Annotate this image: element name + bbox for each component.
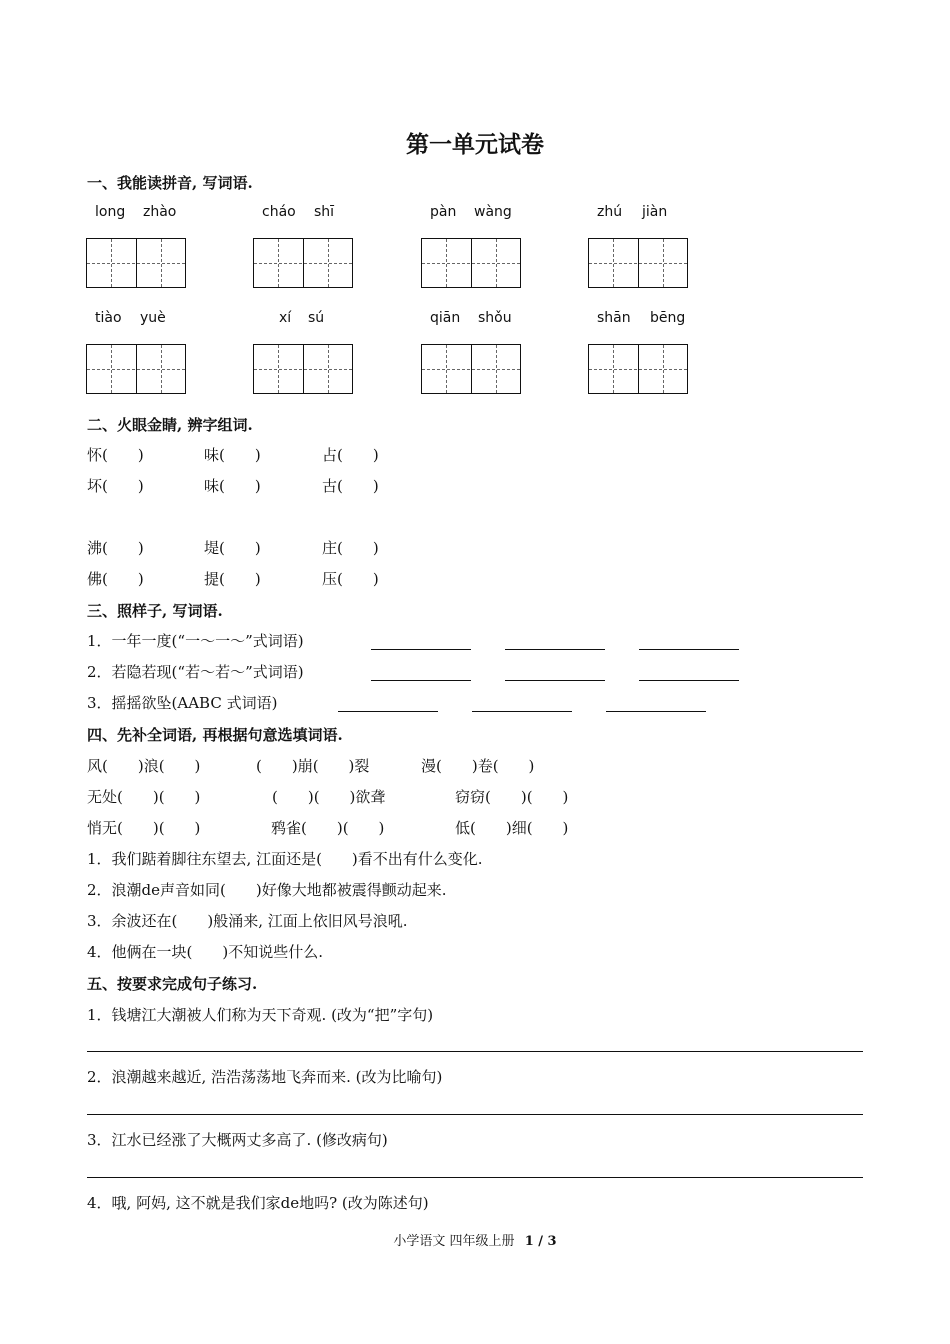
answer-blank[interactable] xyxy=(639,649,739,650)
page-number: 1 / 3 xyxy=(524,1234,557,1249)
fill-sentence: 1．我们踮着脚往东望去, 江面还是( )看不出有什么变化. xyxy=(87,850,483,868)
pattern-question: 1．一年一度(“一～一～”式词语) xyxy=(87,632,304,650)
sentence-task: 1．钱塘江大潮被人们称为天下奇观. (改为“把”字句) xyxy=(87,1006,434,1024)
fill-sentence: 4．他俩在一块( )不知说些什么. xyxy=(87,943,324,961)
pinyin-2b: shī xyxy=(314,204,335,220)
answer-line[interactable] xyxy=(87,1114,863,1115)
idiom-fill[interactable]: 鸦雀( )( ) xyxy=(271,819,385,837)
char-item[interactable]: 占( ) xyxy=(322,446,379,464)
footer-text: 小学语文 四年级上册 xyxy=(393,1234,515,1249)
pinyin-5b: yuè xyxy=(140,310,166,326)
section-4-heading: 四、先补全词语, 再根据句意选填词语. xyxy=(87,726,343,744)
answer-line[interactable] xyxy=(87,1051,863,1052)
section-2-heading: 二、火眼金睛, 辨字组词. xyxy=(87,416,253,434)
pinyin-7a: qiān xyxy=(430,310,461,326)
answer-line[interactable] xyxy=(87,1177,863,1178)
answer-blank[interactable] xyxy=(371,649,471,650)
char-item[interactable]: 古( ) xyxy=(322,477,379,495)
pinyin-4b: jiàn xyxy=(642,204,668,220)
char-item[interactable]: 味( ) xyxy=(204,446,261,464)
idiom-fill[interactable]: 窃窃( )( ) xyxy=(455,788,569,806)
writing-grid[interactable] xyxy=(86,238,186,288)
answer-blank[interactable] xyxy=(505,680,605,681)
answer-blank[interactable] xyxy=(371,680,471,681)
writing-grid[interactable] xyxy=(253,238,353,288)
sentence-task: 2．浪潮越来越近, 浩浩荡荡地飞奔而来. (改为比喻句) xyxy=(87,1068,443,1086)
page-title: 第一单元试卷 xyxy=(406,131,544,158)
pattern-question: 3．摇摇欲坠(AABC 式词语) xyxy=(87,694,278,712)
page-footer xyxy=(0,1230,950,1249)
char-item[interactable]: 庄( ) xyxy=(322,539,379,557)
pinyin-8a: shān xyxy=(597,310,631,326)
char-item[interactable]: 压( ) xyxy=(322,570,379,588)
pinyin-3b: wàng xyxy=(474,204,512,220)
answer-blank[interactable] xyxy=(606,711,706,712)
writing-grid[interactable] xyxy=(253,344,353,394)
pinyin-6a: xí xyxy=(279,310,292,326)
char-item[interactable]: 堤( ) xyxy=(204,539,261,557)
fill-sentence: 2．浪潮de声音如同( )好像大地都被震得颤动起来. xyxy=(87,881,447,899)
pinyin-2a: cháo xyxy=(262,204,296,220)
pinyin-4a: zhú xyxy=(597,204,623,220)
section-3-heading: 三、照样子, 写词语. xyxy=(87,602,223,620)
section-5-heading: 五、按要求完成句子练习. xyxy=(87,975,258,993)
pinyin-1b: zhào xyxy=(143,204,177,220)
answer-blank[interactable] xyxy=(639,680,739,681)
idiom-fill[interactable]: 低( )细( ) xyxy=(455,819,569,837)
pinyin-3a: pàn xyxy=(430,204,457,220)
writing-grid[interactable] xyxy=(421,344,521,394)
answer-blank[interactable] xyxy=(338,711,438,712)
pinyin-6b: sú xyxy=(308,310,325,326)
pinyin-7b: shǒu xyxy=(478,310,512,326)
writing-grid[interactable] xyxy=(588,344,688,394)
char-item[interactable]: 坏( ) xyxy=(87,477,144,495)
pattern-question: 2．若隐若现(“若～若～”式词语) xyxy=(87,663,304,681)
pinyin-1a: long xyxy=(95,204,126,220)
char-item[interactable]: 佛( ) xyxy=(87,570,144,588)
sentence-task: 3．江水已经涨了大概两丈多高了. (修改病句) xyxy=(87,1131,388,1149)
writing-grid[interactable] xyxy=(86,344,186,394)
answer-blank[interactable] xyxy=(505,649,605,650)
char-item[interactable]: 怀( ) xyxy=(87,446,144,464)
char-item[interactable]: 沸( ) xyxy=(87,539,144,557)
idiom-fill[interactable]: ( )崩( )裂 xyxy=(256,757,370,775)
char-item[interactable]: 味( ) xyxy=(204,477,261,495)
writing-grid[interactable] xyxy=(588,238,688,288)
section-1-heading: 一、我能读拼音, 写词语. xyxy=(87,174,253,192)
idiom-fill[interactable]: 漫( )卷( ) xyxy=(421,757,535,775)
writing-grid[interactable] xyxy=(421,238,521,288)
answer-blank[interactable] xyxy=(472,711,572,712)
idiom-fill[interactable]: 风( )浪( ) xyxy=(87,757,201,775)
pinyin-8b: bēng xyxy=(650,310,686,326)
sentence-task: 4．哦, 阿妈, 这不就是我们家de地吗? (改为陈述句) xyxy=(87,1194,429,1212)
idiom-fill[interactable]: 无处( )( ) xyxy=(87,788,201,806)
idiom-fill[interactable]: 悄无( )( ) xyxy=(87,819,201,837)
idiom-fill[interactable]: ( )( )欲聋 xyxy=(272,788,386,806)
pinyin-5a: tiào xyxy=(95,310,122,326)
fill-sentence: 3．余波还在( )般涌来, 江面上依旧风号浪吼. xyxy=(87,912,408,930)
char-item[interactable]: 提( ) xyxy=(204,570,261,588)
